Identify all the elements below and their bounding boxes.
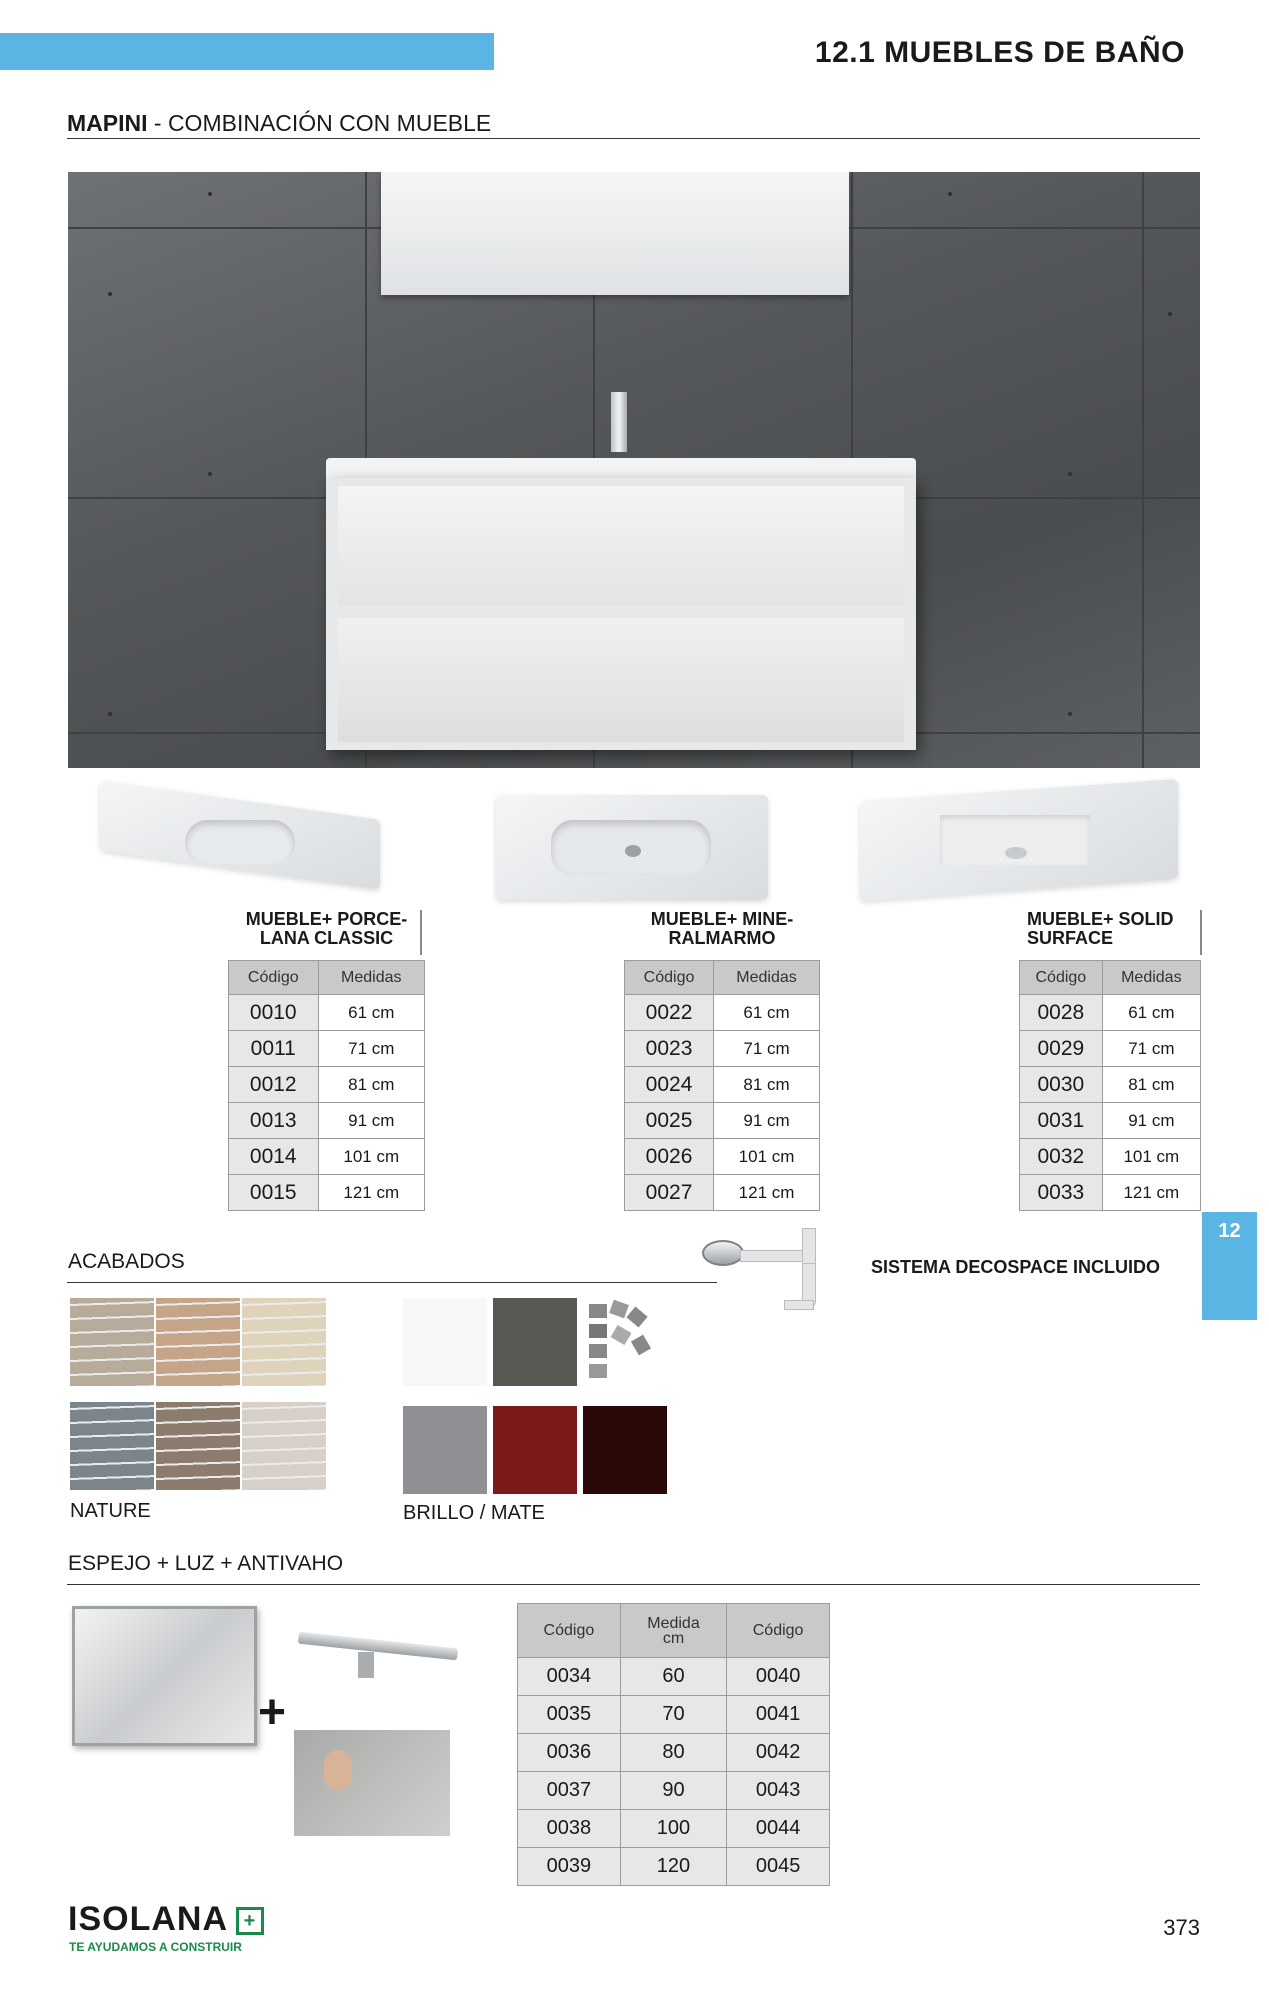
table-row: 0030 81 cm xyxy=(1020,1067,1201,1103)
table-row: 0034 60 0040 xyxy=(518,1658,830,1696)
table-row: 0022 61 cm xyxy=(625,995,820,1031)
vanity-cabinet xyxy=(326,478,916,750)
finish-swatch xyxy=(156,1298,240,1386)
finish-swatch xyxy=(403,1298,487,1386)
table-title: MUEBLE+ PORCE- LANA CLASSIC xyxy=(245,909,408,948)
led-lamp-image xyxy=(298,1640,458,1668)
table-row: 0028 61 cm xyxy=(1020,995,1201,1031)
col-header-size: Medida cm xyxy=(620,1604,726,1658)
table-row: 0014 101 cm xyxy=(229,1139,425,1175)
sink-solid-surface-image xyxy=(860,785,1178,905)
decospace-label: SISTEMA DECOSPACE INCLUIDO xyxy=(871,1257,1161,1277)
col-header-code-2: Código xyxy=(727,1604,830,1658)
brillo-label: BRILLO / MATE xyxy=(403,1502,545,1524)
table-row: 0012 81 cm xyxy=(229,1067,425,1103)
table-porcelana xyxy=(228,910,425,1211)
table-row: 0035 70 0041 xyxy=(518,1696,830,1734)
finish-swatch xyxy=(70,1402,154,1490)
table-row: 0011 71 cm xyxy=(229,1031,425,1067)
section-title: 12.1 MUEBLES DE BAÑO xyxy=(814,36,1185,69)
col-header-code: Código xyxy=(518,1604,621,1658)
table-row: 0026 101 cm xyxy=(625,1139,820,1175)
finish-swatch xyxy=(156,1402,240,1490)
countertop xyxy=(326,458,916,478)
table-row: 0037 90 0043 xyxy=(518,1772,830,1810)
drawer-bottom xyxy=(338,618,904,742)
drain-siphon-image xyxy=(702,1228,842,1318)
finish-swatch xyxy=(242,1402,326,1490)
table-row: 0039 120 0045 xyxy=(518,1848,830,1886)
brand-plus-icon: + xyxy=(236,1907,264,1935)
table-row: 0033 121 cm xyxy=(1020,1175,1201,1211)
table-row: 0027 121 cm xyxy=(625,1175,820,1211)
col-header-size: Medidas xyxy=(318,961,424,995)
finish-swatch xyxy=(493,1298,577,1386)
table-row: 0025 91 cm xyxy=(625,1103,820,1139)
mirror-table xyxy=(517,1603,830,1886)
nature-label: NATURE xyxy=(70,1500,151,1522)
col-header-code: Código xyxy=(229,961,319,995)
faucet xyxy=(611,392,627,452)
mirror-rule xyxy=(67,1584,1200,1585)
sink-mineralmarmo-image xyxy=(496,790,768,905)
table-row: 0010 61 cm xyxy=(229,995,425,1031)
table-row: 0023 71 cm xyxy=(625,1031,820,1067)
finishes-title: ACABADOS xyxy=(68,1250,185,1273)
table-mineralmarmo xyxy=(624,910,820,1211)
heading-rule xyxy=(67,138,1200,139)
table-row: 0036 80 0042 xyxy=(518,1734,830,1772)
finish-swatch xyxy=(583,1406,667,1494)
col-header-code: Código xyxy=(625,961,714,995)
finish-swatch xyxy=(70,1298,154,1386)
plus-icon: + xyxy=(258,1686,287,1739)
table-row: 0024 81 cm xyxy=(625,1067,820,1103)
table-solid-surface xyxy=(1019,910,1201,1211)
chapter-tab: 12 xyxy=(1202,1212,1257,1320)
header-accent-bar xyxy=(0,33,494,70)
table-title: MUEBLE+ MINE- RALMARMO xyxy=(650,909,794,948)
table-title: MUEBLE+ SOLID SURFACE xyxy=(1027,909,1174,948)
table-row: 0031 91 cm xyxy=(1020,1103,1201,1139)
table-row: 0038 100 0044 xyxy=(518,1810,830,1848)
product-name: MAPINI xyxy=(67,110,148,136)
finish-swatch xyxy=(403,1406,487,1494)
sink-porcelana-image xyxy=(100,790,380,900)
wall-mirror xyxy=(381,172,849,295)
table-row: 0029 71 cm xyxy=(1020,1031,1201,1067)
page-number: 373 xyxy=(1163,1915,1200,1940)
product-subtitle: - COMBINACIÓN CON MUEBLE xyxy=(147,110,492,136)
product-heading xyxy=(67,110,491,137)
mirror-image xyxy=(72,1606,257,1746)
color-fan-icon xyxy=(583,1298,667,1386)
table-row: 0032 101 cm xyxy=(1020,1139,1201,1175)
brand-logo: ISOLANA + xyxy=(68,1900,264,1939)
finish-swatch xyxy=(493,1406,577,1494)
hero-product-photo xyxy=(68,172,1200,768)
col-header-size: Medidas xyxy=(714,961,820,995)
mirror-section-title: ESPEJO + LUZ + ANTIVAHO xyxy=(68,1552,344,1575)
col-header-code: Código xyxy=(1020,961,1103,995)
brand-tagline: TE AYUDAMOS A CONSTRUIR xyxy=(69,1940,242,1954)
finish-swatch xyxy=(242,1298,326,1386)
antifog-image xyxy=(294,1730,450,1836)
table-row: 0013 91 cm xyxy=(229,1103,425,1139)
finishes-rule xyxy=(67,1282,717,1283)
col-header-size: Medidas xyxy=(1102,961,1200,995)
drawer-top xyxy=(338,486,904,606)
table-row: 0015 121 cm xyxy=(229,1175,425,1211)
